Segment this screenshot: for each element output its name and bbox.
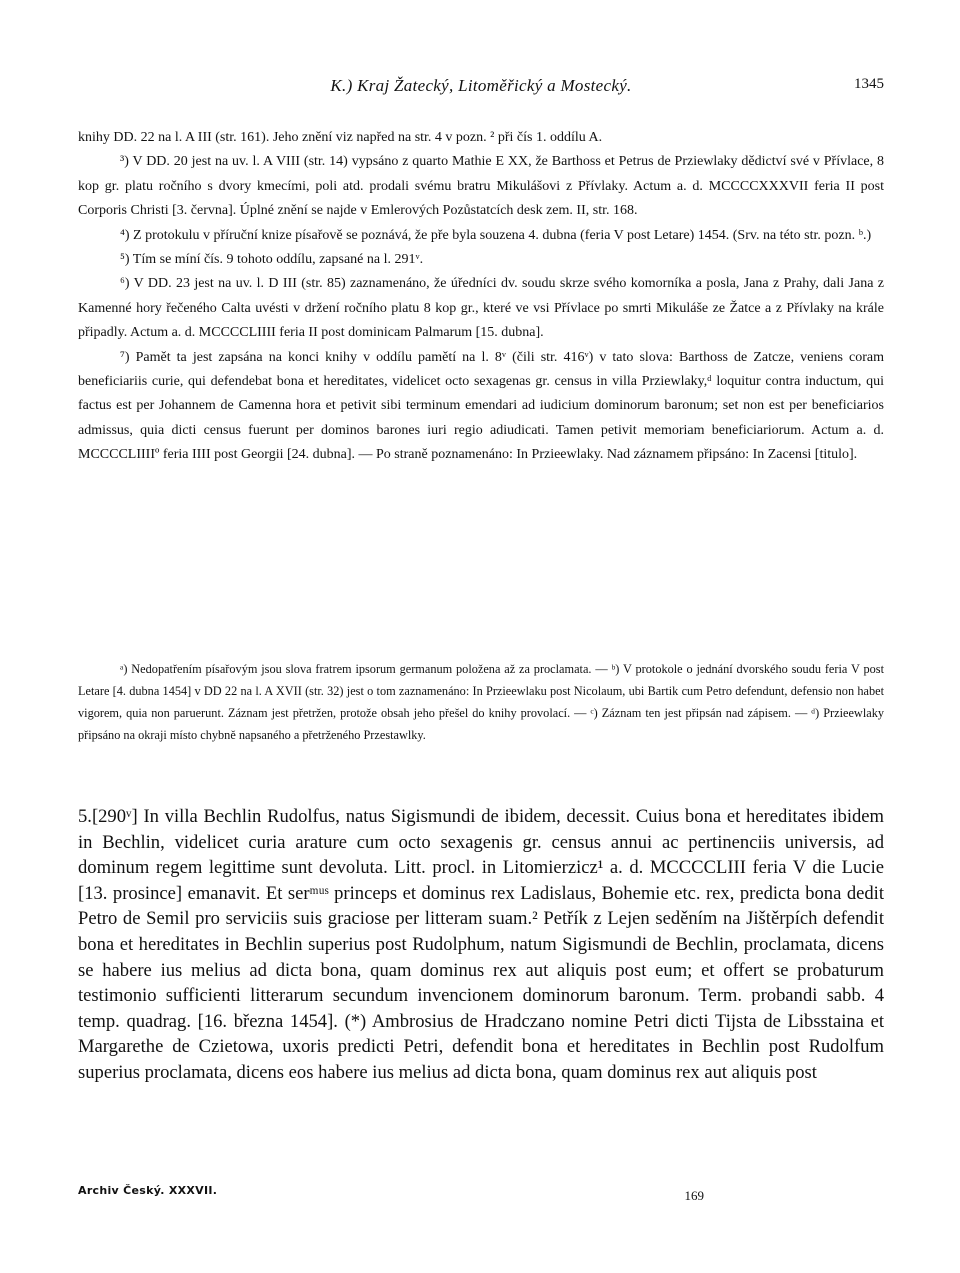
footnote-continuation: knihy DD. 22 na l. A III (str. 161). Jeho znění viz napřed na str. 4 v pozn. ² při čís 1. oddílu A. (78, 130, 603, 145)
page-footer (78, 1184, 884, 1210)
footnote-4: ⁴) Z protokulu v příruční knize písařově se poznává, že pře byla souzena 4. dubna (feria V post Letare) 1454. (Srv. na této str. pozn. ᵇ.) (120, 227, 872, 243)
footnote-3: ³) V DD. 20 jest na uv. l. A VIII (str. 14) vypsáno z quarto Mathie E XX, že Barthoss et Petrus de Prziewlaky dědictví své v Přívlace, 8 kop gr. platu ročního s dvory kmecími, poli atd. prodali svému bratru Mikulášovi z Přívlaky. Actum a. d. MCCCCXXXVII feria II post Corporis Christi [3. června]. Úplné znění se najde v Emlerových Pozůstatcích desk zem. II, str. 168. (78, 154, 884, 219)
footer-series: Archiv Český. XXXVII. (78, 1184, 218, 1197)
footnotes-section (78, 126, 884, 468)
critical-apparatus (78, 658, 884, 746)
main-text (78, 804, 884, 1086)
footnote-6: ⁶) V DD. 23 jest na uv. l. D III (str. 85) zaznamenáno, že úředníci dv. soudu skrze svého komorníka a posla, Jana z Prahy, dali Jana z Kamenné hory řečeného Calta uvésti v držení ročního platu 8 kop gr., které ve vsi Přívlace po smrti Mikuláše ze Žatce a z Přívlaky na krále připadly. Actum a. d. MCCCCLIIII feria II post dominicam Palmarum [15. dubna]. (78, 276, 884, 341)
entry-5: 5.[290ᵛ] In villa Bechlin Rudolfus, natus Sigismundi de ibidem, decessit. Cuius bona et hereditates ibidem in Bechlin, videlicet curia arature cum octo sexagenis gr. census annui ac pertinenciis universis, ad dominum regem legittime sunt devoluta. Litt. procl. in Litomierzicz¹ a. d. MCCCCLIII feria V die Lucie [13. prosince] emanavit. Et serᵐᵘˢ princeps et dominus rex Ladislaus, Bohemie etc. rex, predicta bona dedit Petro de Semil pro serviciis suis graciose per litteram suam.² Petřík z Lejen seděním na Jištěrpích defendit bona et hereditates in Bechlin superius post Rudolphum, natum Sigismundi de Bechlin, proclamata, dicens se habere ius melius ad dicta bona, quam dominus rex aut aliquis post eum; et offert se probaturum testimonio sufficienti litterarum secundum invencionem dominorum baronum. Term. probandi sabb. 4 temp. quadrag. [16. března 1454]. (*) Ambrosius de Hradczano nomine Petri dicti Tijsta de Libsstaina et Margarethe de Czietowa, uxoris predicti Petri, defendit bona et hereditates in Bechlin post Rudolfum superius proclamata, dicens eos habere ius melius ad dicta bona, quam dominus rex aut aliquis post (78, 806, 884, 1083)
footnote-5: ⁵) Tím se míní čís. 9 tohoto oddílu, zapsané na l. 291ᵛ. (120, 252, 424, 268)
footnote-7: ⁷) Pamět ta jest zapsána na konci knihy v oddílu pamětí na l. 8ᵛ (čili str. 416ᵛ) v tato slova: Barthoss de Zatcze, veniens coram beneficiariis curie, qui defendebat bona et hereditates, videlicet octo sexagenas gr. census in villa Prziewlaky,ᵈ loquitur contra inductum, qui factus est per Johannem de Camenna hora et petivit sibi terminum emendari ad iudicium dominorum baronum; set non est per beneficiarios admissus, quia dicti census fuerunt per dominos barones iuri regio adiudicati. Tamen petivit memoriam beneficiariorum. Actum a. d. MCCCCLIIIIº feria IIII post Georgii [24. dubna]. — Po straně poznamenáno: In Przieewlaky. Nad záznamem připsáno: In Zacensi [titulo]. (78, 349, 884, 463)
footer-sheet-number: 169 (684, 1188, 704, 1203)
page-number: 1345 (854, 76, 884, 92)
apparatus-notes: ᵃ) Nedopatřením písařovým jsou slova fratrem ipsorum germanum položena až za proclamata. — ᵇ) V protokole o jednání dvorského soudu feria V post Letare [4. dubna 1454] v DD 22 na l. A XVII (str. 32) jest o tom zaznamenáno: In Przieewlaku post Nicolaum, ubi Bartik cum Petro defendunt, defensio non habet vigorem, quia non paruerunt. Záznam jest přetržen, protože obsah jeho přešel do knihy provolací. — ᶜ) Záznam ten jest připsán nad zápisem. — ᵈ) Przieewlaky připsáno na okraji místo chybně napsaného a přetrženého Przestawlky. (78, 662, 884, 742)
running-header (78, 76, 884, 98)
header-title: K.) Kraj Žatecký, Litoměřický a Mostecký. (330, 76, 632, 95)
